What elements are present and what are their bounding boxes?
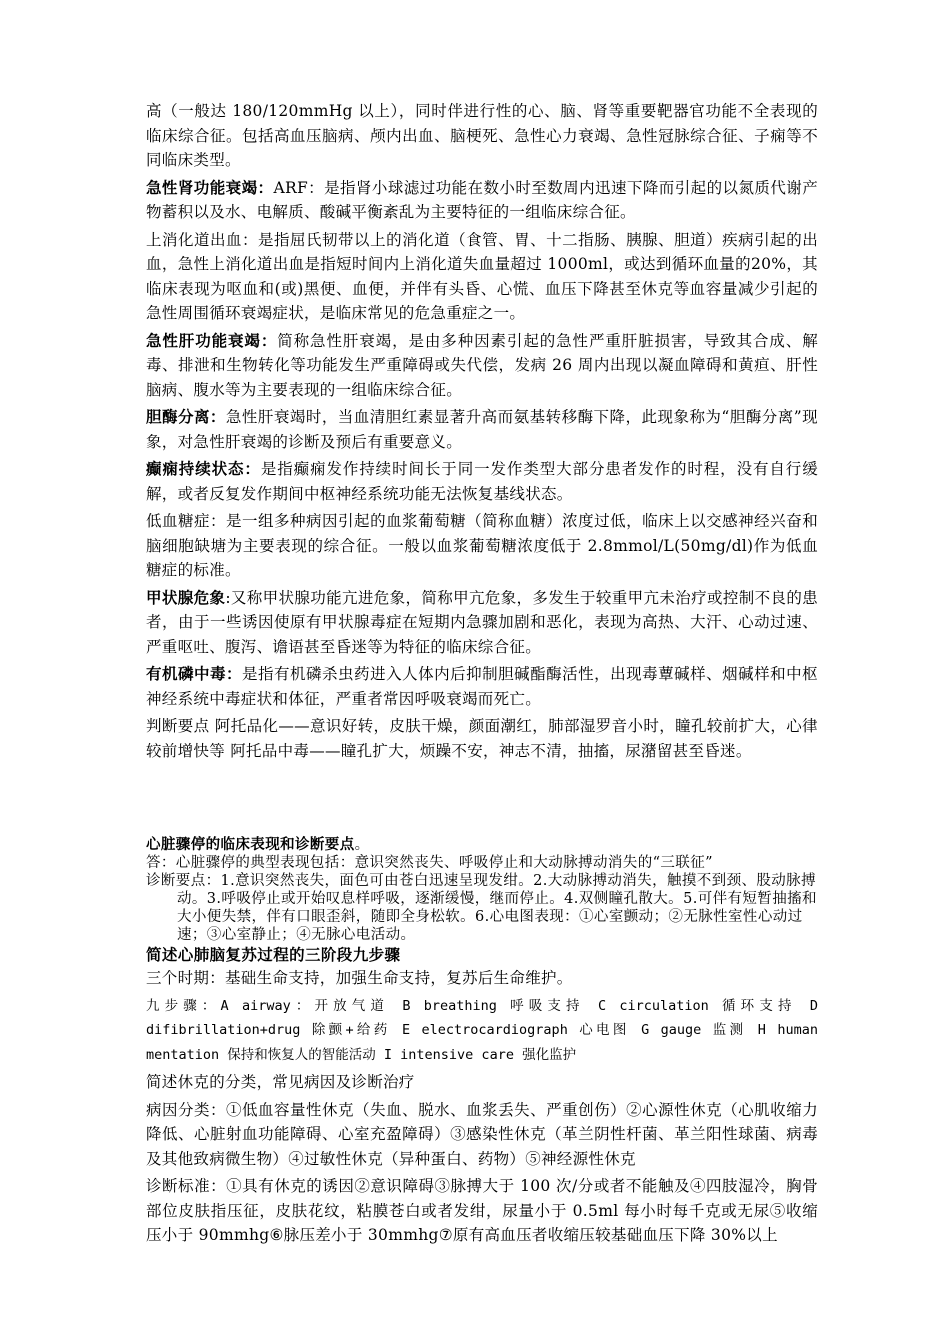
paragraph-bilirubin-enzyme-separation xyxy=(146,405,818,454)
cpr-nine-steps: 九步骤：A airway：开放气道 B breathing 呼吸支持 C circulation 循环支持 D difibrillation+drug 除颤+给药 E electrocardiograph 心电图 G gauge 监测 H human mentation 保持和恢复人的智能活动 I intensive care 强化监护 xyxy=(146,997,818,1063)
term-label: 急性肝功能衰竭： xyxy=(146,330,278,350)
term-label: 甲状腺危象 xyxy=(146,587,226,607)
heading-shock: 简述休克的分类，常见病因及诊断治疗 xyxy=(146,1073,415,1091)
paragraph-text: 高（一般达 180/120mmHg 以上），同时伴进行性的心、脑、肾等重要靶器官功能不全表现的临床综合征。包括高血压脑病、颅内出血、脑梗死、急性心力衰竭、急性冠脉综合征、子痫等不同临床类型。 xyxy=(146,102,818,169)
paragraph-hypoglycemia xyxy=(146,509,818,583)
term-label: 有机磷中毒： xyxy=(146,664,243,683)
paragraph-text: 低血糖症：是一组多种病因引起的血浆葡萄糖（简称血糖）浓度过低，临床上以交感神经兴奋和脑细胞缺塘为主要表现的综合征。一般以血浆葡萄糖浓度低于 2.8mmol/L(50mg/dl)作为低血糖症的标准。 xyxy=(146,512,818,579)
section-gap xyxy=(146,766,818,836)
paragraph-text: 急性肝衰竭时，当血清胆红素显著升高而氨基转移酶下降，此现象称为“胆酶分离”现象，对急性肝衰竭的诊断及预后有重要意义。 xyxy=(146,408,818,451)
cardiac-arrest-answer: 答：心脏骤停的典型表现包括：意识突然丧失、呼吸停止和大动脉搏动消失的“三联征” xyxy=(146,855,713,871)
cpr-three-stages: 三个时期：基础生命支持，加强生命支持，复苏后生命维护。 xyxy=(146,969,573,987)
term-label: 癫痫持续状态： xyxy=(146,459,261,478)
paragraph-status-epilepticus xyxy=(146,457,818,506)
paragraph-hypertensive-emergency xyxy=(146,99,818,173)
paragraph-acute-renal-failure xyxy=(146,176,818,225)
paragraph-text: :又称甲状腺功能亢进危象，简称甲亢危象，多发生于较重甲亢未治疗或控制不良的患者，由于一些诱因使原有甲状腺毒症在短期内急骤加剧和恶化，表现为高热、大汗、心动过速、严重呕吐、腹泻、谵语甚至昏迷等为特征的临床综合征。 xyxy=(146,588,818,656)
paragraph-text: 是指有机磷杀虫药进入人体内后抑制胆碱酯酶活性，出现毒蕈碱样、烟碱样和中枢神经系统中毒症状和体征，严重者常因呼吸衰竭而死亡。 xyxy=(146,665,818,708)
heading-suffix: 。 xyxy=(354,837,370,853)
term-label: 胆酶分离： xyxy=(146,407,226,426)
paragraph-upper-gi-bleeding xyxy=(146,228,818,326)
shock-causes: 病因分类：①低血容量性休克（失血、脱水、血浆丢失、严重创伤）②心源性休克（心肌收缩力降低、心脏射血功能障碍、心室充盈障碍）③感染性休克（革兰阴性杆菌、革兰阳性球菌、病毒及其他致病微生物）④过敏性休克（异种蛋白、药物）⑤神经源性休克 xyxy=(146,1100,818,1168)
paragraph-text: 简称急性肝衰竭，是由多种因素引起的急性严重肝脏损害，导致其合成、解毒、排泄和生物转化等功能发生严重障碍或失代偿，发病 26 周内出现以凝血障碍和黄疸、肝性脑病、腹水等为主要表现的一组临床综合征。 xyxy=(146,331,819,399)
heading-cardiac-arrest xyxy=(146,836,818,854)
paragraph-text: ARF：是指肾小球滤过功能在数小时至数周内迅速下降而引起的以氮质代谢产物蓄积以及水、电解质、酸碱平衡紊乱为主要特征的一组临床综合征。 xyxy=(146,178,818,221)
paragraph-atropine-judgement xyxy=(146,714,818,763)
paragraph-text: 上消化道出血：是指屈氏韧带以上的消化道（食管、胃、十二指肠、胰腺、胆道）疾病引起的出血，急性上消化道出血是指短时间内上消化道失血量超过 1000ml，或达到循环血量的20%，其临床表现为呕血和(或)黑便、血便，并伴有头昏、心慌、血压下降甚至休克等血容量减少引起的急性周围循环衰竭症状，是临床常见的危急重症之一。 xyxy=(146,230,818,322)
term-label: 急性肾功能衰竭： xyxy=(146,177,274,197)
paragraph-text: 判断要点 阿托品化——意识好转，皮肤干燥，颜面潮红，肺部湿罗音小时，瞳孔较前扩大，心律较前增快等 阿托品中毒——瞳孔扩大，烦躁不安，神志不清，抽搐，尿潴留甚至昏迷。 xyxy=(146,717,818,760)
shock-criteria: 诊断标准：①具有休克的诱因②意识障碍③脉搏大于 100 次/分或者不能触及④四肢湿冷，胸骨部位皮肤指压征，皮肤花纹，粘膜苍白或者发绀，尿量小于 0.5ml 每小时每千克或无尿⑤收缩压小于 90mmhg⑥脉压差小于 30mmhg⑦原有高血压者收缩压较基础血压下降 30%以上 xyxy=(146,1177,818,1244)
paragraph-text: 是指癫痫发作持续时间长于同一发作类型大部分患者发作的时程，没有自行缓解，或者反复发作期间中枢神经系统功能无法恢复基线状态。 xyxy=(146,460,819,503)
heading-text: 心脏骤停的临床表现和诊断要点 xyxy=(146,836,355,853)
paragraph-acute-liver-failure xyxy=(146,329,818,403)
cardiac-arrest-diagnosis: 诊断要点：1.意识突然丧失，面色可由苍白迅速呈现发绀。2.大动脉搏动消失，触摸不到颈、股动脉搏动。3.呼吸停止或开始叹息样呼吸，逐渐缓慢，继而停止。4.双侧瞳孔散大。5.可伴有短暂抽搐和大小便失禁，伴有口眼歪斜，随即全身松软。6.心电图表现：①心室颤动；②无脉性室性心动过速；③心室静止；④无脉心电活动。 xyxy=(146,873,817,943)
paragraph-organophosphate-poisoning xyxy=(146,662,818,711)
heading-cpr: 简述心肺脑复苏过程的三阶段九步骤 xyxy=(146,945,401,964)
document-body xyxy=(146,99,818,1251)
paragraph-thyroid-storm xyxy=(146,586,818,660)
